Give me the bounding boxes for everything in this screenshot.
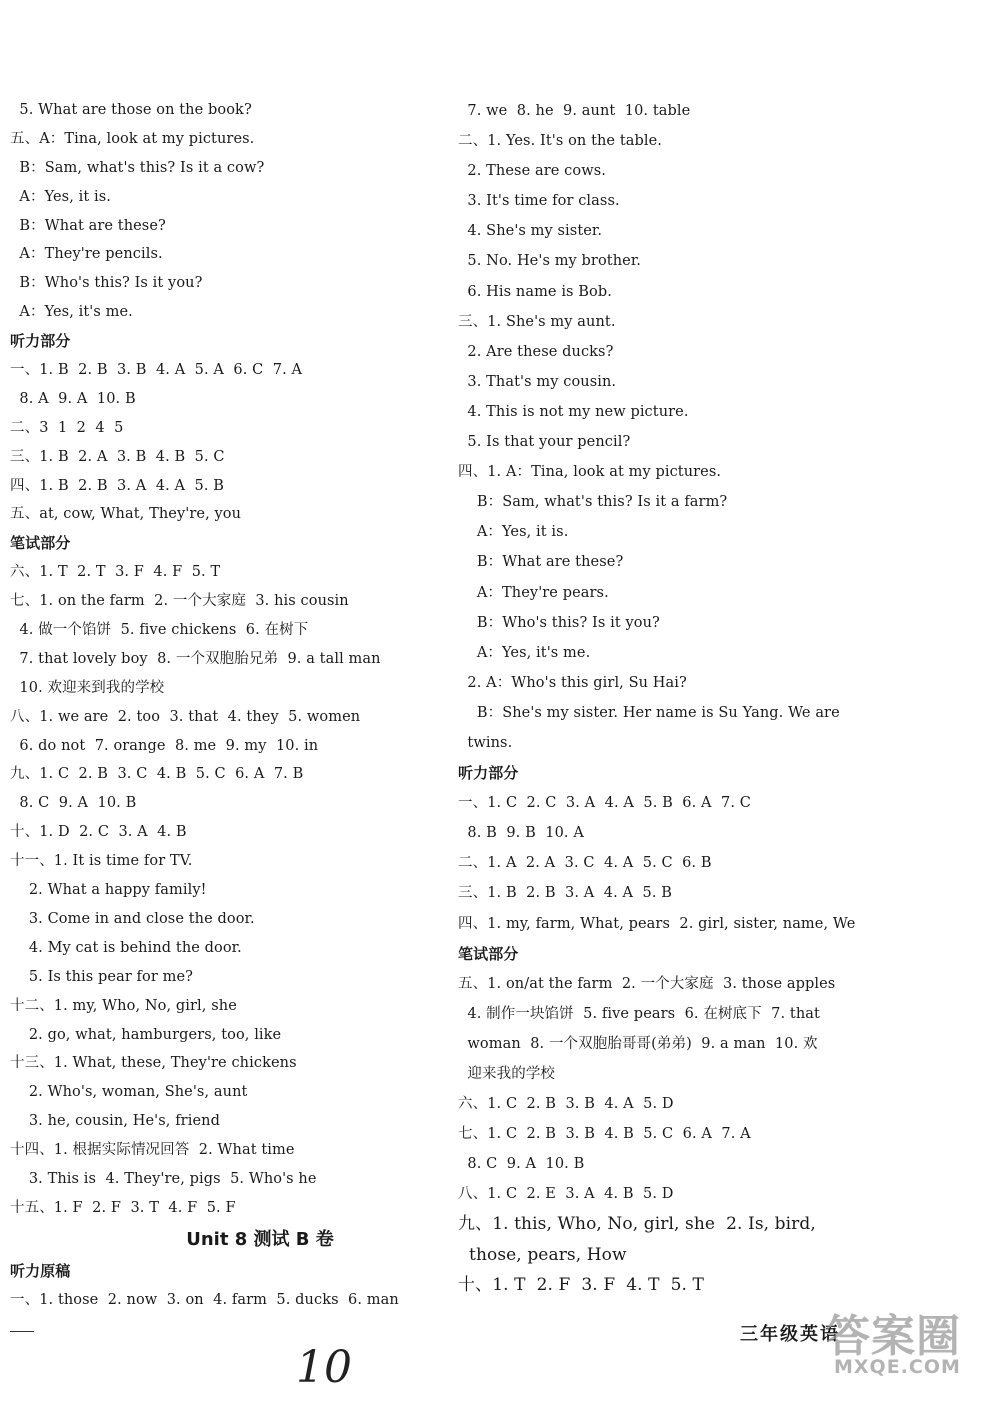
answer-line: A：Yes, it's me.	[10, 304, 133, 321]
answer-line: 7. that lovely boy 8. 一个双胞胎兄弟 9. a tall man	[10, 650, 381, 667]
answer-line: 10. 欢迎来到我的学校	[10, 679, 165, 696]
answer-line: those, pears, How	[458, 1244, 627, 1265]
answer-line: B：Who's this? Is it you?	[458, 614, 660, 631]
answer-line: 三、1. B 2. B 3. A 4. A 5. B	[458, 885, 673, 902]
left-column	[10, 96, 450, 1315]
answer-line: A：Yes, it is.	[10, 188, 112, 205]
answer-line: 五、1. on/at the farm 2. 一个大家庭 3. those apples	[458, 975, 836, 992]
answer-line: 四、1. B 2. B 3. A 4. A 5. B	[10, 477, 225, 494]
answer-line: 4. 做一个馅饼 5. five chickens 6. 在树下	[10, 622, 309, 639]
answer-line: 8. A 9. A 10. B	[10, 390, 136, 407]
answer-line: 七、1. on the farm 2. 一个大家庭 3. his cousin	[10, 593, 349, 610]
answer-line: 2. go, what, hamburgers, too, like	[10, 1026, 282, 1043]
answer-line: A：Yes, it's me.	[458, 644, 591, 661]
answer-line: 3. That's my cousin.	[458, 373, 617, 390]
answer-line: woman 8. 一个双胞胎哥哥(弟弟) 9. a man 10. 欢	[458, 1035, 818, 1052]
answer-line: 四、1. my, farm, What, pears 2. girl, sister, name, We	[458, 915, 856, 932]
answer-line: 5. What are those on the book?	[10, 102, 252, 118]
answer-line: 二、1. Yes. It's on the table.	[458, 133, 663, 150]
answer-line: 五、at, cow, What, They're, you	[10, 506, 242, 523]
answer-line: 十五、1. F 2. F 3. T 4. F 5. F	[10, 1199, 236, 1216]
answer-line: 2. Are these ducks?	[458, 343, 614, 360]
answer-line: 听力部分	[10, 332, 71, 351]
answer-line: 十、1. D 2. C 3. A 4. B	[10, 824, 187, 841]
unit-title: Unit 8 测试 B 卷	[186, 1228, 334, 1250]
watermark-title: 答案圈	[826, 1311, 961, 1362]
watermark-site: MXQE.COM	[834, 1356, 961, 1378]
answer-line: 六、1. C 2. B 3. B 4. A 5. D	[458, 1096, 674, 1113]
answer-line: 6. His name is Bob.	[458, 283, 612, 300]
answer-line: B：Who's this? Is it you?	[10, 275, 203, 292]
answer-line: 3. This is 4. They're, pigs 5. Who's he	[10, 1170, 317, 1187]
answer-line: 十四、1. 根据实际情况回答 2. What time	[10, 1142, 295, 1159]
watermark-logo	[826, 1300, 994, 1400]
answer-line: 5. Is this pear for me?	[10, 968, 194, 985]
answer-line: B：What are these?	[458, 554, 624, 571]
right-answer-lines	[458, 96, 888, 1300]
answer-line: B：What are these?	[10, 217, 166, 234]
answer-line: 笔试部分	[458, 944, 519, 963]
answer-line: 2. Who's, woman, She's, aunt	[10, 1084, 248, 1101]
answer-line: B：Sam, what's this? Is it a cow?	[10, 159, 265, 176]
answer-line: 五、A：Tina, look at my pictures.	[10, 130, 255, 147]
answer-line: 2. What a happy family!	[10, 882, 207, 899]
answer-line: 6. do not 7. orange 8. me 9. my 10. in	[10, 737, 319, 754]
left-after-title-lines	[10, 1257, 450, 1315]
answer-line: 二、3 1 2 4 5	[10, 419, 124, 436]
answer-line: 听力原稿	[10, 1261, 71, 1280]
answer-line: 十一、1. It is time for TV.	[10, 853, 193, 870]
answer-line: 九、1. C 2. B 3. C 4. B 5. C 6. A 7. B	[10, 766, 304, 783]
answer-line: B：She's my sister. Her name is Su Yang. We are	[458, 704, 840, 721]
answer-line: 八、1. we are 2. too 3. that 4. they 5. women	[10, 708, 361, 725]
answer-line: 4. 制作一块馅饼 5. five pears 6. 在树底下 7. that	[458, 1005, 820, 1022]
answer-line: 八、1. C 2. E 3. A 4. B 5. D	[458, 1186, 674, 1203]
answer-line: 8. C 9. A 10. B	[10, 795, 137, 812]
answer-line: 十三、1. What, these, They're chickens	[10, 1055, 297, 1072]
answer-line: 二、1. A 2. A 3. C 4. A 5. C 6. B	[458, 855, 712, 872]
handwritten-page-number: 10	[296, 1342, 352, 1393]
answer-line: 四、1. A：Tina, look at my pictures.	[458, 464, 722, 481]
left-answer-lines	[10, 96, 450, 1223]
answer-line: A：They're pencils.	[10, 246, 163, 263]
grade-label: 三年级英语	[740, 1324, 840, 1345]
answer-line: 2. A：Who's this girl, Su Hai?	[458, 674, 687, 691]
answer-line: 4. She's my sister.	[458, 223, 603, 240]
answer-line: 8. C 9. A 10. B	[458, 1156, 585, 1173]
answer-line: 8. B 9. B 10. A	[458, 825, 584, 842]
answer-line: 迎来我的学校	[458, 1066, 556, 1082]
answer-line: 3. Come in and close the door.	[10, 910, 255, 927]
answer-line: A：Yes, it is.	[458, 524, 569, 541]
answer-line: twins.	[458, 734, 513, 751]
footer-rule	[10, 1331, 34, 1332]
answer-line: 5. Is that your pencil?	[458, 434, 631, 451]
answer-line: 十、1. T 2. F 3. F 4. T 5. T	[458, 1274, 704, 1295]
answer-line: 3. he, cousin, He's, friend	[10, 1113, 220, 1130]
answer-line: 4. My cat is behind the door.	[10, 939, 242, 956]
answer-line: 一、1. those 2. now 3. on 4. farm 5. ducks 6. man	[10, 1291, 399, 1308]
answer-line: 七、1. C 2. B 3. B 4. B 5. C 6. A 7. A	[458, 1126, 751, 1143]
answer-line: 一、1. C 2. C 3. A 4. A 5. B 6. A 7. C	[458, 795, 751, 812]
answer-line: 六、1. T 2. T 3. F 4. F 5. T	[10, 564, 221, 581]
answer-line: 3. It's time for class.	[458, 193, 620, 210]
answer-line: 一、1. B 2. B 3. B 4. A 5. A 6. C 7. A	[10, 362, 303, 379]
answer-line: 三、1. She's my aunt.	[458, 313, 616, 330]
answer-line: 十二、1. my, Who, No, girl, she	[10, 997, 237, 1014]
answer-line: 2. These are cows.	[458, 163, 606, 180]
answer-line: 三、1. B 2. A 3. B 4. B 5. C	[10, 448, 225, 465]
answer-line: 5. No. He's my brother.	[458, 253, 641, 270]
answer-line: A：They're pears.	[458, 584, 609, 601]
answer-line: 7. we 8. he 9. aunt 10. table	[458, 103, 691, 119]
answer-line: B：Sam, what's this? Is it a farm?	[458, 494, 728, 511]
answer-line: 听力部分	[458, 764, 519, 783]
right-column	[458, 96, 888, 1300]
answer-line: 笔试部分	[10, 534, 71, 553]
answer-line: 九、1. this, Who, No, girl, she 2. Is, bird,	[458, 1214, 816, 1235]
answer-line: 4. This is not my new picture.	[458, 403, 689, 420]
